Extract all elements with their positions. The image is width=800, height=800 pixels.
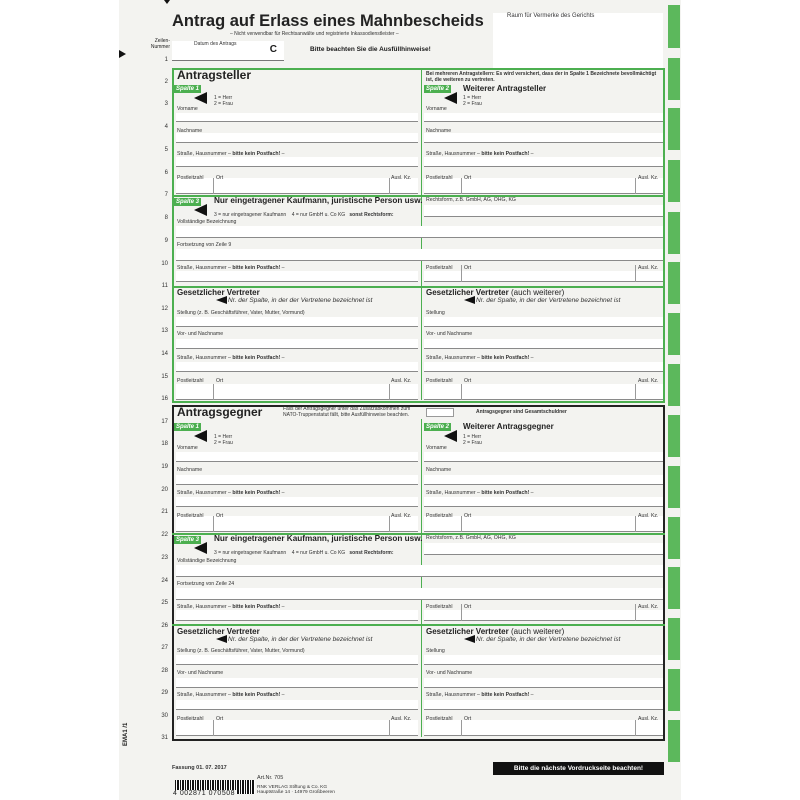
vertreter-ort-label-g: Ort	[216, 716, 224, 722]
form-code: C	[269, 44, 277, 55]
row-number: 7	[164, 192, 168, 198]
strasse-field-g2[interactable]	[424, 497, 663, 507]
side-tab	[668, 108, 680, 150]
spalte1-tag: Spalte 1	[176, 86, 200, 92]
side-tab	[668, 313, 680, 355]
vplz-divider-g	[213, 720, 214, 736]
nachname-label-g2: Nachname	[426, 467, 452, 473]
spalte3-arrow-icon-g	[194, 542, 207, 554]
row-number: 22	[161, 532, 168, 538]
vertreter-ausl-label-g: Ausl. Kz.	[391, 716, 412, 722]
row-number: 29	[161, 690, 168, 696]
bezeichnung-field[interactable]	[176, 226, 663, 238]
row-number: 25	[161, 600, 168, 606]
anrede-hint: 1 = Herr 2 = Frau	[214, 95, 233, 107]
row-number: 14	[161, 351, 168, 357]
stellung-label-2: Stellung	[426, 310, 445, 316]
plz-ort-field-2[interactable]	[424, 178, 663, 194]
spalte2-arrow-icon-g	[444, 430, 457, 442]
vplz-divider-2	[461, 384, 462, 400]
vertreter-heading-g: Gesetzlicher Vertreter	[177, 627, 260, 636]
court-notes-label: Raum für Vermerke des Gerichts	[507, 13, 595, 19]
ort-label-g3: Ort	[464, 604, 472, 610]
row-marker-icon	[119, 50, 126, 58]
side-tab	[668, 364, 680, 406]
rechtsform-codes: 3 = nur eingetragener Kaufmann 4 = nur GmbH u. Co KG sonst Rechtsform:	[214, 212, 394, 218]
vor-nachname-label-g2: Vor- und Nachname	[426, 670, 473, 676]
form-id: EMA1 /1	[123, 722, 129, 746]
vor-nachname-label-g: Vor- und Nachname	[177, 670, 224, 676]
vertreter-strasse-label-g: Straße, Hausnummer – bitte kein Postfach! –	[177, 692, 285, 698]
spalte1-tag-g: Spalte 1	[176, 424, 200, 430]
vertreter-strasse-field-2[interactable]	[424, 362, 663, 372]
fassung-label: Fassung 01. 07. 2017	[172, 765, 227, 771]
strasse-label-g2: Straße, Hausnummer – bitte kein Postfach! –	[426, 490, 534, 496]
vertreter-plz-label-g: Postleitzahl	[177, 716, 204, 722]
vertreter-plz-field-g2[interactable]	[424, 720, 663, 736]
row-number: 5	[164, 147, 168, 153]
ort-label-g2: Ort	[464, 513, 472, 519]
vertreter-arrow-icon-g	[216, 635, 227, 643]
vor-nachname-label: Vor- und Nachname	[177, 331, 224, 337]
strasse-field-3[interactable]	[176, 271, 418, 282]
barcode-number: 4 002871 070508	[173, 790, 235, 797]
ausl-divider-3	[635, 265, 636, 282]
vertreter-arrow-icon-g2	[464, 635, 475, 643]
artnr-label: Art.Nr. 705	[257, 775, 284, 781]
ausl-kz-label-g: Ausl. Kz.	[391, 513, 412, 519]
weiterer-antragsteller-heading: Weiterer Antragsteller	[463, 84, 547, 93]
side-tab	[668, 517, 680, 559]
spalte2-tag-g: Spalte 2	[426, 424, 450, 430]
vorname-field-2[interactable]	[424, 113, 663, 122]
rechtsform-field-g[interactable]	[424, 543, 663, 555]
side-tab	[668, 5, 680, 48]
fortsetzung-label: Fortsetzung von Zeile 9	[177, 242, 232, 248]
row-number: 30	[161, 713, 168, 719]
vorname-label-g: Vorname	[177, 445, 198, 451]
anrede-hint-2: 1 = Herr 2 = Frau	[463, 95, 482, 107]
vertreter-ort-label-g2: Ort	[464, 716, 472, 722]
spalte1-arrow-icon	[194, 92, 207, 104]
ort-label-g: Ort	[216, 513, 224, 519]
row-number: 31	[161, 735, 168, 741]
ausl-divider-g3	[635, 604, 636, 621]
strasse-label-2: Straße, Hausnummer – bitte kein Postfach! –	[426, 151, 534, 157]
row-number: 13	[161, 328, 168, 334]
rechtsform-field[interactable]	[424, 205, 663, 217]
row-number: 10	[161, 261, 168, 267]
vor-nachname-field[interactable]	[176, 339, 418, 349]
date-label: Datum des Antrags	[194, 41, 237, 47]
ausl-kz-label-g3: Ausl. Kz.	[638, 604, 659, 610]
nachname-label: Nachname	[177, 128, 203, 134]
strasse-label-3: Straße, Hausnummer – bitte kein Postfach! –	[177, 265, 285, 271]
row-number: 4	[164, 124, 168, 130]
rechtsform-example: Rechtsform, z.B. GmbH, AG, OHG, KG	[426, 197, 516, 203]
kaufmann-heading: Nur eingetragener Kaufmann, juristische Person usw.	[214, 196, 423, 205]
plz-label-g2: Postleitzahl	[426, 513, 453, 519]
bezeichnung-label-g: Vollständige Bezeichnung	[177, 558, 237, 564]
ausl-divider	[389, 178, 390, 194]
plz-label-3: Postleitzahl	[426, 265, 453, 271]
strasse-label: Straße, Hausnummer – bitte kein Postfach! –	[177, 151, 285, 157]
spalte3-tag-g: Spalte 3	[176, 537, 200, 543]
row-number: 18	[161, 441, 168, 447]
next-page-banner: Bitte die nächste Vordruckseite beachten!	[493, 762, 664, 775]
side-tab	[668, 567, 680, 609]
nachname-field-g2[interactable]	[424, 475, 663, 485]
plz-label: Postleitzahl	[177, 175, 204, 181]
stellung-field-g[interactable]	[176, 655, 418, 665]
row-number: 19	[161, 464, 168, 470]
spalte2-tag: Spalte 2	[426, 86, 450, 92]
court-notes-box	[493, 13, 663, 68]
row-number: 27	[161, 645, 168, 651]
stellung-field-g2[interactable]	[424, 655, 663, 665]
stellung-field-2[interactable]	[424, 317, 663, 327]
spalte2-arrow-icon	[444, 92, 457, 104]
stellung-field[interactable]	[176, 317, 418, 327]
side-tab	[668, 212, 680, 254]
spalte3-tag: Spalte 3	[176, 199, 200, 205]
zeilen-nummer-label: Zeilen- Nummer	[150, 38, 170, 50]
plz-label-g3: Postleitzahl	[426, 604, 453, 610]
ort-label-3: Ort	[464, 265, 472, 271]
row-number: 11	[161, 283, 168, 289]
column-divider-2	[421, 419, 422, 737]
antragsteller-heading: Antragsteller	[177, 68, 252, 82]
vplz-divider	[213, 384, 214, 400]
plz-ort-field-3[interactable]	[424, 271, 663, 282]
vertreter-plz-label: Postleitzahl	[177, 378, 204, 384]
nachname-field[interactable]	[176, 133, 418, 143]
vertreter-ort-label-2: Ort	[464, 378, 472, 384]
row-number: 1	[164, 57, 168, 63]
side-tab	[668, 262, 680, 304]
vertreter-ausl-label-g2: Ausl. Kz.	[638, 716, 659, 722]
ausl-divider-g	[389, 516, 390, 532]
row-number: 21	[161, 509, 168, 515]
stellung-label-g: Stellung (z. B. Geschäftsführer, Vater, Mutter, Vormund)	[177, 648, 305, 654]
vertreter-plz-label-2: Postleitzahl	[426, 378, 453, 384]
kaufmann-heading-g: Nur eingetragener Kaufmann, juristische Person usw.	[214, 534, 423, 543]
strasse-field-g3[interactable]	[176, 610, 418, 621]
stellung-label-g2: Stellung	[426, 648, 445, 654]
plz-divider	[213, 178, 214, 194]
form-title: Antrag auf Erlass eines Mahnbescheids	[172, 12, 484, 30]
plz-divider-2	[461, 178, 462, 194]
row-number: 12	[161, 306, 168, 312]
vorname-label-2: Vorname	[426, 106, 447, 112]
row-number: 24	[161, 578, 168, 584]
stellung-label: Stellung (z. B. Geschäftsführer, Vater, Mutter, Vormund)	[177, 310, 305, 316]
verlag-label: RNK VERLAG Stiftung & Co. KG Hauptstraße 14 · 14979 Großbeeren	[257, 785, 335, 795]
vertreter-strasse-label-2: Straße, Hausnummer – bitte kein Postfach! –	[426, 355, 534, 361]
fortsetzung-field[interactable]	[176, 249, 663, 261]
vplz-divider-g2	[461, 720, 462, 736]
ausl-kz-label-2: Ausl. Kz.	[638, 175, 659, 181]
antragsgegner-heading: Antragsgegner	[177, 405, 263, 419]
rechtsform-example-g: Rechtsform, z.B. GmbH, AG, OHG, KG	[426, 535, 516, 541]
plz-ort-field-g3[interactable]	[424, 610, 663, 621]
gesamtschuldner-label: Antragsgegner sind Gesamtschuldner	[476, 409, 567, 415]
hint-text: Bitte beachten Sie die Ausfüllhinweise!	[310, 46, 431, 53]
vorname-field-g[interactable]	[176, 452, 418, 462]
top-marker-icon	[164, 0, 170, 4]
gesamtschuldner-checkbox[interactable]	[426, 408, 454, 417]
ausl-kz-label: Ausl. Kz.	[391, 175, 412, 181]
vertreter-plz-label-g2: Postleitzahl	[426, 716, 453, 722]
vausl-divider	[389, 384, 390, 400]
vertreter-heading: Gesetzlicher Vertreter	[177, 288, 260, 297]
spalte3-arrow-icon	[194, 204, 207, 216]
nachname-label-g: Nachname	[177, 467, 203, 473]
anrede-hint-g2: 1 = Herr 2 = Frau	[463, 434, 482, 446]
strasse-label-g: Straße, Hausnummer – bitte kein Postfach! –	[177, 490, 285, 496]
vertreter-strasse-field[interactable]	[176, 362, 418, 372]
ausl-kz-label-3: Ausl. Kz.	[638, 265, 659, 271]
row-number: 3	[164, 101, 168, 107]
row-number: 6	[164, 170, 168, 176]
form-subtitle: – Nicht verwendbar für Rechtsanwälte und registrierte Inkassodienstleister –	[230, 31, 399, 37]
row-number: 26	[161, 623, 168, 629]
plz-label-2: Postleitzahl	[426, 175, 453, 181]
vertreter-strasse-label-g2: Straße, Hausnummer – bitte kein Postfach! –	[426, 692, 534, 698]
vertreter-ort-label: Ort	[216, 378, 224, 384]
nr-spalte-hint: Nr. der Spalte, in der der Vertretene bezeichnet ist	[228, 297, 373, 304]
fortsetzung-label-g: Fortsetzung von Zeile 24	[177, 581, 235, 587]
row-number: 20	[161, 487, 168, 493]
weiterer-antragsgegner-heading: Weiterer Antragsgegner	[463, 422, 554, 431]
row-number: 8	[164, 215, 168, 221]
vor-nachname-field-g2[interactable]	[424, 678, 663, 688]
vertreter-heading-2: Gesetzlicher Vertreter (auch weiterer)	[426, 288, 565, 297]
date-field[interactable]	[172, 41, 284, 61]
nato-hint: Falls der Antragsgegner unter das Zusatzabkommen zum NATO-Truppenstatut fällt, bitte Ausfüllhinweise beachten.	[283, 406, 411, 418]
vertreter-ausl-label: Ausl. Kz.	[391, 378, 412, 384]
vausl-divider-g	[389, 720, 390, 736]
plz-label-g: Postleitzahl	[177, 513, 204, 519]
nachname-field-g[interactable]	[176, 475, 418, 485]
vertreter-strasse-field-g[interactable]	[176, 700, 418, 710]
spalte1-arrow-icon-g	[194, 430, 207, 442]
plz-divider-3	[461, 265, 462, 282]
mehrere-antragsteller-note: Bei mehreren Antragstellern: Es wird versichert, dass der in Spalte 1 Bezeichnete bevollmächtigt ist, die weiteren zu vertreten.	[426, 71, 657, 83]
side-tab	[668, 160, 680, 202]
bezeichnung-field-g[interactable]	[176, 565, 663, 577]
plz-divider-g2	[461, 516, 462, 532]
ausl-divider-2	[635, 178, 636, 194]
strasse-field[interactable]	[176, 157, 418, 167]
row-number: 9	[164, 238, 168, 244]
vertreter-divider-g	[172, 624, 665, 626]
vorname-label: Vorname	[177, 106, 198, 112]
vor-nachname-field-2[interactable]	[424, 339, 663, 349]
row-number: 28	[161, 668, 168, 674]
side-tab	[668, 618, 680, 660]
vorname-field-g2[interactable]	[424, 452, 663, 462]
anrede-hint-g: 1 = Herr 2 = Frau	[214, 434, 233, 446]
plz-ort-field-g2[interactable]	[424, 516, 663, 532]
row-number: 2	[164, 79, 168, 85]
plz-divider-g	[213, 516, 214, 532]
side-tab	[668, 720, 680, 762]
vor-nachname-field-g[interactable]	[176, 678, 418, 688]
side-tab	[668, 669, 680, 711]
strasse-field-g[interactable]	[176, 497, 418, 507]
row-number: 16	[161, 396, 168, 402]
ort-label-2: Ort	[464, 175, 472, 181]
nr-spalte-hint-g2: Nr. der Spalte, in der der Vertretene bezeichnet ist	[476, 636, 621, 643]
vor-nachname-label-2: Vor- und Nachname	[426, 331, 473, 337]
row-number: 15	[161, 374, 168, 380]
row-number: 17	[161, 419, 168, 425]
nr-spalte-hint-2: Nr. der Spalte, in der der Vertretene bezeichnet ist	[476, 297, 621, 304]
vertreter-plz-field-2[interactable]	[424, 384, 663, 400]
vertreter-arrow-icon-2	[464, 296, 475, 304]
ort-label: Ort	[216, 175, 224, 181]
vertreter-arrow-icon	[216, 296, 227, 304]
ausl-kz-label-g2: Ausl. Kz.	[638, 513, 659, 519]
vausl-divider-g2	[635, 720, 636, 736]
strasse-label-g3: Straße, Hausnummer – bitte kein Postfach! –	[177, 604, 285, 610]
side-tab	[668, 466, 680, 508]
vertreter-strasse-field-g2[interactable]	[424, 700, 663, 710]
row-number: 23	[161, 555, 168, 561]
vorname-field[interactable]	[176, 113, 418, 122]
plz-divider-g3	[461, 604, 462, 621]
rechtsform-codes-g: 3 = nur eingetragener Kaufmann 4 = nur GmbH u. Co KG sonst Rechtsform:	[214, 550, 394, 556]
side-tab	[668, 58, 680, 100]
nachname-field-2[interactable]	[424, 133, 663, 143]
vorname-label-g2: Vorname	[426, 445, 447, 451]
fortsetzung-field-g[interactable]	[176, 588, 663, 600]
bezeichnung-label: Vollständige Bezeichnung	[177, 219, 237, 225]
vausl-divider-2	[635, 384, 636, 400]
vertreter-strasse-label: Straße, Hausnummer – bitte kein Postfach! –	[177, 355, 285, 361]
strasse-field-2[interactable]	[424, 157, 663, 167]
nr-spalte-hint-g: Nr. der Spalte, in der der Vertretene bezeichnet ist	[228, 636, 373, 643]
ausl-divider-g2	[635, 516, 636, 532]
side-tab	[668, 415, 680, 457]
vertreter-ausl-label-2: Ausl. Kz.	[638, 378, 659, 384]
nachname-label-2: Nachname	[426, 128, 452, 134]
vertreter-heading-g2: Gesetzlicher Vertreter (auch weiterer)	[426, 627, 565, 636]
